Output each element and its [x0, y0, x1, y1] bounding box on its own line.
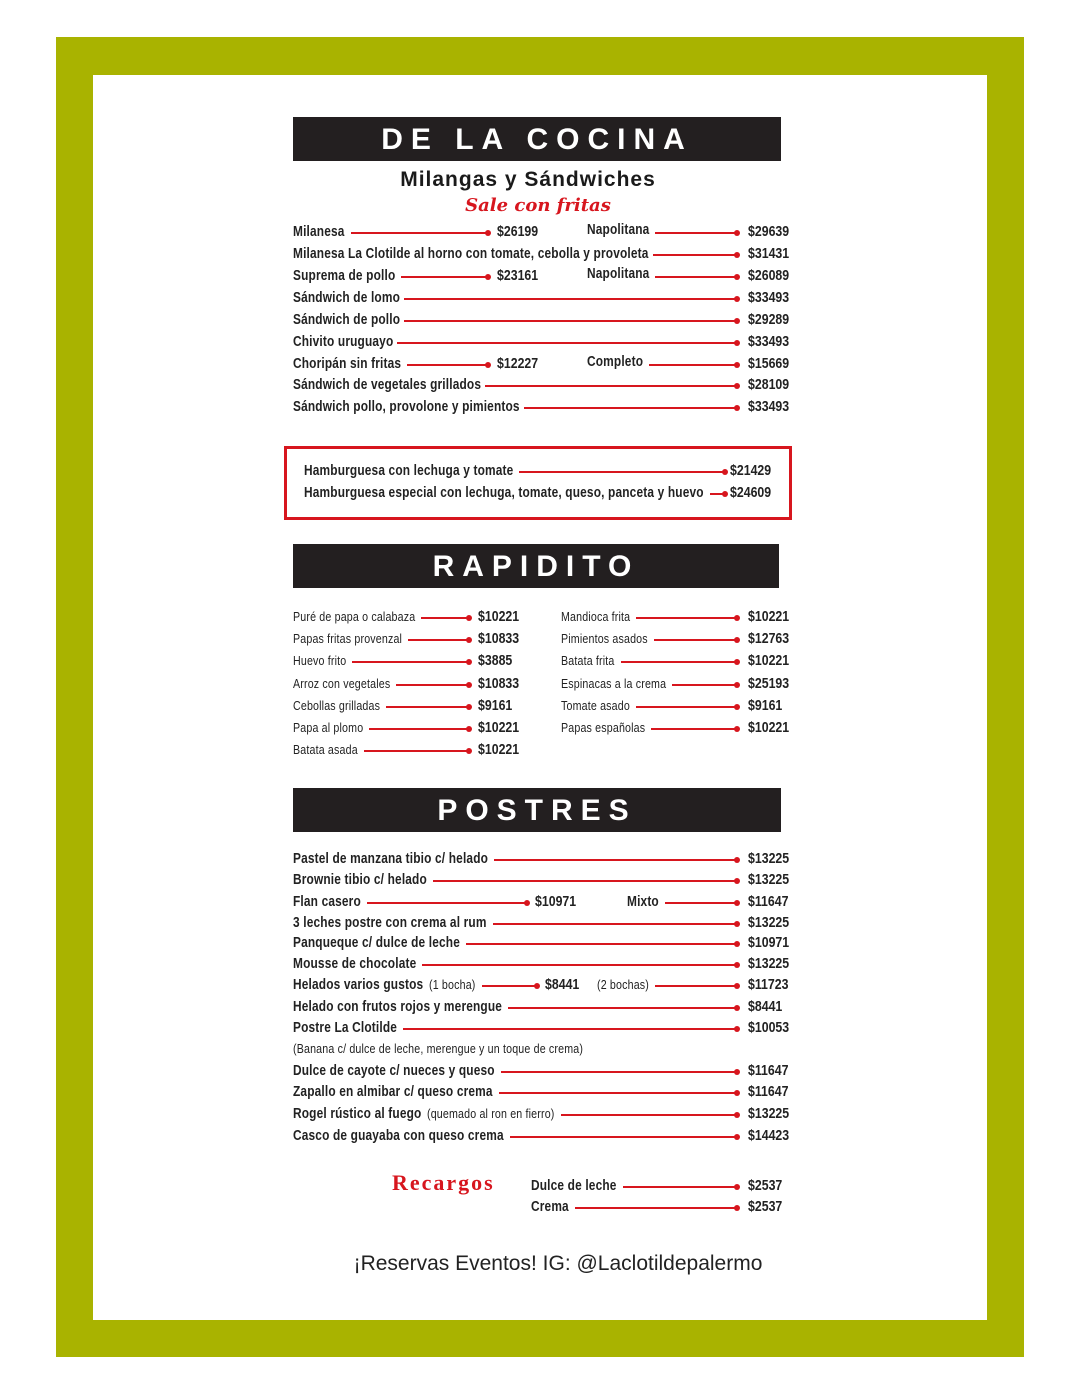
dessert-item-name: Rogel rústico al fuego — [293, 1106, 422, 1122]
price-leader-line — [561, 1114, 737, 1116]
price-leader-dot — [734, 900, 740, 906]
price-leader-line — [401, 276, 488, 278]
price-leader-dot — [734, 318, 740, 324]
price-leader-dot — [734, 659, 740, 665]
price-leader-line — [396, 684, 469, 686]
price-leader-line — [510, 1136, 737, 1138]
menu-item-price: $23161 — [497, 268, 539, 284]
side-item-name: Papas fritas provenzal — [293, 631, 403, 646]
price-leader-dot — [466, 637, 472, 643]
price-leader-dot — [734, 1205, 740, 1211]
price-leader-line — [466, 943, 737, 945]
price-leader-dot — [734, 962, 740, 968]
price-leader-line — [386, 706, 469, 708]
side-item-name: Pimientos asados — [561, 631, 648, 646]
price-leader-dot — [734, 1112, 740, 1118]
dessert-item-name: Pastel de manzana tibio c/ helado — [293, 851, 489, 867]
side-item-name: Arroz con vegetales — [293, 676, 391, 691]
dessert-item-variant-price: $11723 — [748, 977, 789, 993]
price-leader-line — [519, 471, 725, 473]
surcharge-item-name: Dulce de leche — [531, 1178, 617, 1194]
price-leader-dot — [466, 659, 472, 665]
price-leader-line — [404, 298, 737, 300]
side-item-price: $9161 — [478, 698, 513, 714]
menu-item-name: Sándwich de vegetales grillados — [293, 377, 482, 393]
side-item-name: Mandioca frita — [561, 609, 631, 624]
price-leader-line — [654, 639, 737, 641]
dessert-item-variant-name: (2 bochas) — [597, 977, 650, 992]
price-leader-line — [524, 407, 737, 409]
price-leader-line — [649, 364, 737, 366]
dessert-item-price: $10053 — [748, 1020, 790, 1036]
price-leader-dot — [485, 230, 491, 236]
price-leader-line — [482, 985, 537, 987]
price-leader-line — [422, 964, 737, 966]
price-leader-line — [364, 750, 469, 752]
side-item-name: Huevo frito — [293, 653, 347, 668]
menu-item-name: Milanesa — [293, 224, 345, 240]
surcharge-item-price: $2537 — [748, 1178, 783, 1194]
price-leader-dot — [734, 857, 740, 863]
price-leader-dot — [734, 383, 740, 389]
side-item-name: Papa al plomo — [293, 720, 364, 735]
dessert-item-name: Brownie tibio c/ helado — [293, 872, 427, 888]
price-leader-dot — [734, 682, 740, 688]
side-item-price: $10221 — [748, 609, 790, 625]
menu-item-price: $29289 — [748, 312, 790, 328]
menu-item-name: Choripán sin fritas — [293, 356, 402, 372]
price-leader-dot — [466, 615, 472, 621]
side-item-name: Puré de papa o calabaza — [293, 609, 416, 624]
price-leader-dot — [485, 362, 491, 368]
price-leader-dot — [734, 362, 740, 368]
dessert-item-name: Zapallo en almibar c/ queso crema — [293, 1084, 493, 1100]
dessert-item-price: $8441 — [748, 999, 783, 1015]
price-leader-dot — [734, 252, 740, 258]
price-leader-dot — [466, 726, 472, 732]
price-leader-dot — [734, 1134, 740, 1140]
dessert-item-price: $11647 — [748, 1084, 789, 1100]
dessert-item-price: $14423 — [748, 1128, 790, 1144]
price-leader-line — [367, 902, 527, 904]
price-leader-dot — [734, 726, 740, 732]
price-leader-line — [494, 859, 737, 861]
menu-item-variant-name: Completo — [587, 354, 644, 370]
price-leader-dot — [534, 983, 540, 989]
side-item-price: $10221 — [748, 720, 790, 736]
dessert-item-name: Flan casero — [293, 894, 361, 910]
side-item-name: Batata frita — [561, 653, 615, 668]
price-leader-line — [351, 232, 488, 234]
price-leader-line — [369, 728, 469, 730]
side-item-price: $12763 — [748, 631, 790, 647]
price-leader-dot — [734, 230, 740, 236]
dessert-item-name: (Banana c/ dulce de leche, merengue y un toque de crema) — [293, 1041, 584, 1056]
recargos-title: Recargos — [392, 1170, 495, 1195]
price-leader-dot — [734, 1005, 740, 1011]
price-leader-dot — [734, 1184, 740, 1190]
dessert-item-name: Helado con frutos rojos y merengue — [293, 999, 503, 1015]
dessert-item-name: Casco de guayaba con queso crema — [293, 1128, 504, 1144]
side-item-name: Tomate asado — [561, 698, 630, 713]
menu-item-variant-name: Napolitana — [587, 266, 650, 282]
burger-item-name: Hamburguesa con lechuga y tomate — [304, 463, 514, 479]
dessert-item-price: $13225 — [748, 1106, 790, 1122]
price-leader-dot — [734, 340, 740, 346]
price-leader-line — [655, 985, 737, 987]
dessert-item-name: Mousse de chocolate — [293, 956, 417, 972]
side-item-price: $10833 — [478, 631, 520, 647]
price-leader-line — [352, 661, 469, 663]
price-leader-dot — [734, 274, 740, 280]
side-item-price: $10221 — [478, 720, 520, 736]
price-leader-line — [651, 728, 737, 730]
section-banner-rapidito: RAPIDITO — [293, 544, 779, 588]
price-leader-line — [397, 342, 737, 344]
side-item-name: Cebollas grilladas — [293, 698, 381, 713]
price-leader-line — [407, 364, 488, 366]
section-banner-postres: POSTRES — [293, 788, 781, 832]
menu-item-variant-name: Napolitana — [587, 222, 650, 238]
price-leader-line — [499, 1092, 737, 1094]
price-leader-line — [636, 706, 737, 708]
menu-item-name: Sándwich pollo, provolone y pimientos — [293, 399, 520, 415]
side-item-name: Papas españolas — [561, 720, 646, 735]
menu-item-variant-price: $26089 — [748, 268, 790, 284]
price-leader-line — [485, 385, 737, 387]
menu-item-price: $33493 — [748, 290, 790, 306]
price-leader-line — [493, 923, 737, 925]
dessert-item-qualifier: (quemado al ron en fierro) — [427, 1106, 555, 1121]
price-leader-line — [653, 254, 737, 256]
price-leader-dot — [734, 1090, 740, 1096]
dessert-item-name: 3 leches postre con crema al rum — [293, 915, 487, 931]
menu-item-price: $12227 — [497, 356, 539, 372]
price-leader-dot — [734, 704, 740, 710]
menu-item-name: Suprema de pollo — [293, 268, 396, 284]
dessert-item-qualifier: (1 bocha) — [429, 977, 476, 992]
menu-item-price: $33493 — [748, 334, 790, 350]
dessert-item-price: $10971 — [748, 935, 790, 951]
price-leader-dot — [722, 469, 728, 475]
price-leader-line — [672, 684, 737, 686]
dessert-item-name: Postre La Clotilde — [293, 1020, 398, 1036]
side-item-price: $10221 — [478, 609, 520, 625]
menu-item-variant-price: $29639 — [748, 224, 790, 240]
menu-item-name: Sándwich de lomo — [293, 290, 401, 306]
price-leader-dot — [734, 615, 740, 621]
section-subtitle: Milangas y Sándwiches — [400, 168, 656, 191]
price-leader-line — [665, 902, 737, 904]
dessert-item-name: Panqueque c/ dulce de leche — [293, 935, 460, 951]
price-leader-dot — [485, 274, 491, 280]
price-leader-line — [575, 1207, 737, 1209]
burger-item-name: Hamburguesa especial con lechuga, tomate, queso, panceta y huevo — [304, 485, 704, 501]
dessert-item-price: $8441 — [545, 977, 580, 993]
menu-item-price: $28109 — [748, 377, 790, 393]
dessert-item-price: $10971 — [535, 894, 577, 910]
price-leader-line — [636, 617, 737, 619]
price-leader-dot — [734, 637, 740, 643]
menu-item-name: Milanesa La Clotilde al horno con tomate, cebolla y provoleta — [293, 246, 649, 262]
price-leader-dot — [734, 983, 740, 989]
price-leader-line — [501, 1071, 737, 1073]
price-leader-line — [421, 617, 469, 619]
price-leader-line — [621, 661, 737, 663]
dessert-item-price: $13225 — [748, 915, 790, 931]
footer-reservas: ¡Reservas Eventos! IG: @Laclotildepalermo — [353, 1252, 763, 1275]
section-banner-cocina: DE LA COCINA — [293, 117, 781, 161]
price-leader-dot — [734, 878, 740, 884]
side-item-name: Batata asada — [293, 742, 358, 757]
side-item-price: $10221 — [748, 653, 790, 669]
price-leader-dot — [466, 748, 472, 754]
dessert-item-name: Helados varios gustos — [293, 977, 424, 993]
menu-item-name: Sándwich de pollo — [293, 312, 401, 328]
dessert-item-name: Dulce de cayote c/ nueces y queso — [293, 1063, 495, 1079]
price-leader-dot — [734, 405, 740, 411]
burger-item-price: $21429 — [730, 463, 772, 479]
dessert-item-price: $13225 — [748, 956, 790, 972]
price-leader-line — [408, 639, 469, 641]
menu-item-price: $26199 — [497, 224, 539, 240]
dessert-item-price: $13225 — [748, 872, 790, 888]
price-leader-line — [433, 880, 737, 882]
menu-item-price: $33493 — [748, 399, 790, 415]
side-item-price: $10833 — [478, 676, 520, 692]
price-leader-line — [623, 1186, 737, 1188]
side-item-price: $25193 — [748, 676, 790, 692]
dessert-item-variant-name: Mixto — [627, 894, 659, 910]
price-leader-dot — [524, 900, 530, 906]
side-item-price: $9161 — [748, 698, 783, 714]
price-leader-dot — [734, 296, 740, 302]
price-leader-line — [508, 1007, 737, 1009]
menu-item-variant-price: $15669 — [748, 356, 790, 372]
side-item-name: Espinacas a la crema — [561, 676, 667, 691]
price-leader-line — [655, 276, 737, 278]
dessert-item-price: $13225 — [748, 851, 790, 867]
menu-item-name: Chivito uruguayo — [293, 334, 394, 350]
price-leader-dot — [722, 491, 728, 497]
price-leader-line — [403, 1028, 737, 1030]
side-item-price: $3885 — [478, 653, 513, 669]
side-item-price: $10221 — [478, 742, 520, 758]
price-leader-line — [655, 232, 737, 234]
price-leader-dot — [466, 704, 472, 710]
price-leader-line — [404, 320, 737, 322]
dessert-item-variant-price: $11647 — [748, 894, 789, 910]
price-leader-dot — [734, 1069, 740, 1075]
burger-item-price: $24609 — [730, 485, 772, 501]
price-leader-dot — [734, 941, 740, 947]
section-note: Sale con fritas — [465, 195, 611, 216]
price-leader-dot — [734, 1026, 740, 1032]
menu-item-price: $31431 — [748, 246, 790, 262]
dessert-item-price: $11647 — [748, 1063, 789, 1079]
price-leader-dot — [734, 921, 740, 927]
price-leader-dot — [466, 682, 472, 688]
surcharge-item-name: Crema — [531, 1199, 569, 1215]
surcharge-item-price: $2537 — [748, 1199, 783, 1215]
